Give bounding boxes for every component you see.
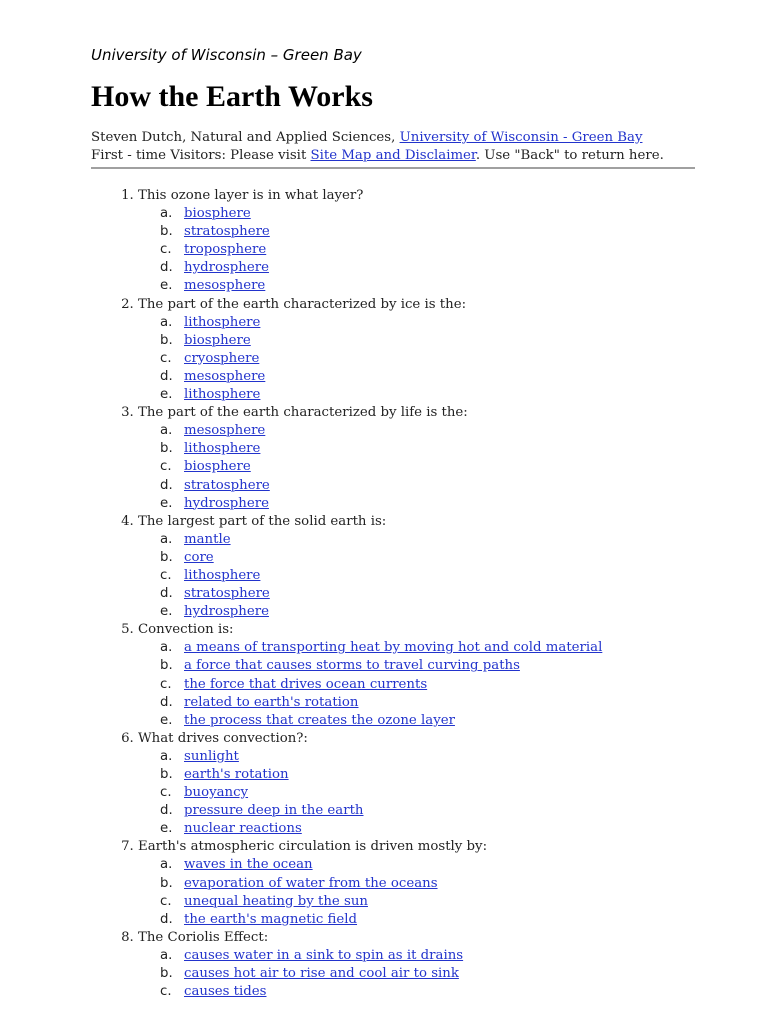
question-text: The largest part of the solid earth is:	[138, 513, 387, 529]
answer-link[interactable]: mantle	[184, 531, 231, 547]
answer-item	[184, 875, 696, 893]
answer-item	[184, 477, 696, 495]
answer-item	[184, 965, 696, 983]
answer-link[interactable]: lithosphere	[184, 314, 261, 330]
answer-link[interactable]: hydrosphere	[184, 260, 269, 276]
answer-link[interactable]: the force that drives ocean currents	[184, 676, 428, 692]
answer-item	[184, 911, 696, 929]
question-text: This ozone layer is in what layer?	[138, 188, 364, 203]
answer-list	[138, 314, 696, 404]
page-title: How the Earth Works	[91, 80, 373, 113]
answer-link[interactable]: evaporation of water from the oceans	[184, 875, 438, 891]
answer-link[interactable]: causes water in a sink to spin as it drains	[184, 947, 464, 963]
answer-item	[184, 567, 696, 585]
question-item	[138, 730, 696, 839]
answer-link[interactable]: stratosphere	[184, 586, 270, 602]
answer-item	[184, 350, 696, 368]
answer-item	[184, 603, 696, 621]
answer-item	[184, 531, 696, 549]
visitors-text: First - time Visitors: Please visit	[91, 148, 311, 163]
answer-item	[184, 241, 696, 259]
answer-item	[184, 277, 696, 295]
answer-link[interactable]: biosphere	[184, 206, 251, 222]
answer-item	[184, 332, 696, 350]
answer-link[interactable]: mesosphere	[184, 368, 266, 384]
answer-list	[138, 205, 696, 295]
answer-link[interactable]: a force that causes storms to travel curving paths	[184, 658, 520, 674]
answer-list	[138, 856, 696, 928]
answer-link[interactable]: lithosphere	[184, 567, 261, 583]
answer-link[interactable]: related to earth's rotation	[184, 694, 359, 710]
visitors-suffix: . Use "Back" to return here.	[475, 148, 664, 163]
byline-text: Steven Dutch, Natural and Applied Sciences,	[91, 130, 400, 145]
answer-link[interactable]: biosphere	[184, 332, 251, 348]
answer-item	[184, 748, 696, 766]
answer-list	[138, 422, 696, 512]
answer-list	[138, 748, 696, 838]
question-item	[138, 838, 696, 928]
answer-item	[184, 314, 696, 332]
answer-link[interactable]: pressure deep in the earth	[184, 803, 364, 819]
university-header: University of Wisconsin – Green Bay	[91, 46, 362, 64]
site-map-link[interactable]: Site Map and Disclaimer	[310, 148, 476, 163]
question-text: Earth's atmospheric circulation is driven mostly by:	[138, 839, 488, 855]
answer-item	[184, 856, 696, 874]
answer-item	[184, 820, 696, 838]
answer-link[interactable]: core	[184, 549, 214, 565]
answer-item	[184, 386, 696, 404]
answer-link[interactable]: troposphere	[184, 242, 267, 258]
question-text: The part of the earth characterized by life is the:	[138, 405, 468, 421]
answer-link[interactable]: the earth's magnetic field	[184, 911, 358, 927]
answer-link[interactable]: unequal heating by the sun	[184, 893, 368, 909]
answer-link[interactable]: the process that creates the ozone layer	[184, 712, 455, 728]
answer-item	[184, 712, 696, 730]
answer-link[interactable]: nuclear reactions	[184, 821, 302, 837]
answer-link[interactable]: a means of transporting heat by moving hot and cold material	[184, 640, 603, 656]
answer-item	[184, 639, 696, 657]
answer-link[interactable]: mesosphere	[184, 423, 266, 439]
answer-item	[184, 893, 696, 911]
answer-item	[184, 422, 696, 440]
answer-item	[184, 549, 696, 567]
answer-list	[138, 947, 696, 1001]
answer-link[interactable]: hydrosphere	[184, 495, 269, 511]
byline	[91, 129, 696, 165]
answer-item	[184, 440, 696, 458]
question-item	[138, 187, 696, 296]
university-link[interactable]: University of Wisconsin - Green Bay	[399, 130, 643, 145]
answer-link[interactable]: hydrosphere	[184, 604, 269, 620]
answer-link[interactable]: causes hot air to rise and cool air to sink	[184, 966, 459, 982]
answer-link[interactable]: stratosphere	[184, 477, 270, 493]
question-text: The Coriolis Effect:	[138, 929, 269, 945]
question-text: The part of the earth characterized by ice is the:	[138, 296, 467, 312]
answer-link[interactable]: waves in the ocean	[184, 857, 313, 873]
answer-item	[184, 784, 696, 802]
answer-link[interactable]: lithosphere	[184, 441, 261, 457]
answer-item	[184, 676, 696, 694]
answer-item	[184, 259, 696, 277]
answer-link[interactable]: biosphere	[184, 459, 251, 475]
answer-link[interactable]: sunlight	[184, 748, 239, 764]
answer-item	[184, 983, 696, 1001]
answer-list	[138, 639, 696, 729]
answer-item	[184, 657, 696, 675]
question-item	[138, 296, 696, 405]
answer-item	[184, 585, 696, 603]
question-item	[138, 621, 696, 730]
answer-link[interactable]: buoyancy	[184, 785, 249, 801]
answer-link[interactable]: causes tides	[184, 984, 267, 1000]
question-list	[91, 187, 696, 1001]
answer-link[interactable]: mesosphere	[184, 278, 266, 294]
divider	[91, 167, 695, 169]
answer-item	[184, 368, 696, 386]
answer-item	[184, 205, 696, 223]
question-item	[138, 929, 696, 1001]
answer-item	[184, 223, 696, 241]
question-text: What drives convection?:	[138, 730, 308, 746]
answer-item	[184, 947, 696, 965]
answer-item	[184, 766, 696, 784]
answer-link[interactable]: stratosphere	[184, 224, 270, 240]
answer-link[interactable]: lithosphere	[184, 387, 261, 403]
question-text: Convection is:	[138, 622, 234, 638]
answer-item	[184, 694, 696, 712]
answer-link[interactable]: earth's rotation	[184, 767, 289, 782]
answer-list	[138, 531, 696, 621]
answer-item	[184, 802, 696, 820]
question-item	[138, 513, 696, 622]
question-item	[138, 404, 696, 513]
answer-link[interactable]: cryosphere	[184, 350, 260, 366]
answer-item	[184, 458, 696, 476]
answer-item	[184, 495, 696, 513]
